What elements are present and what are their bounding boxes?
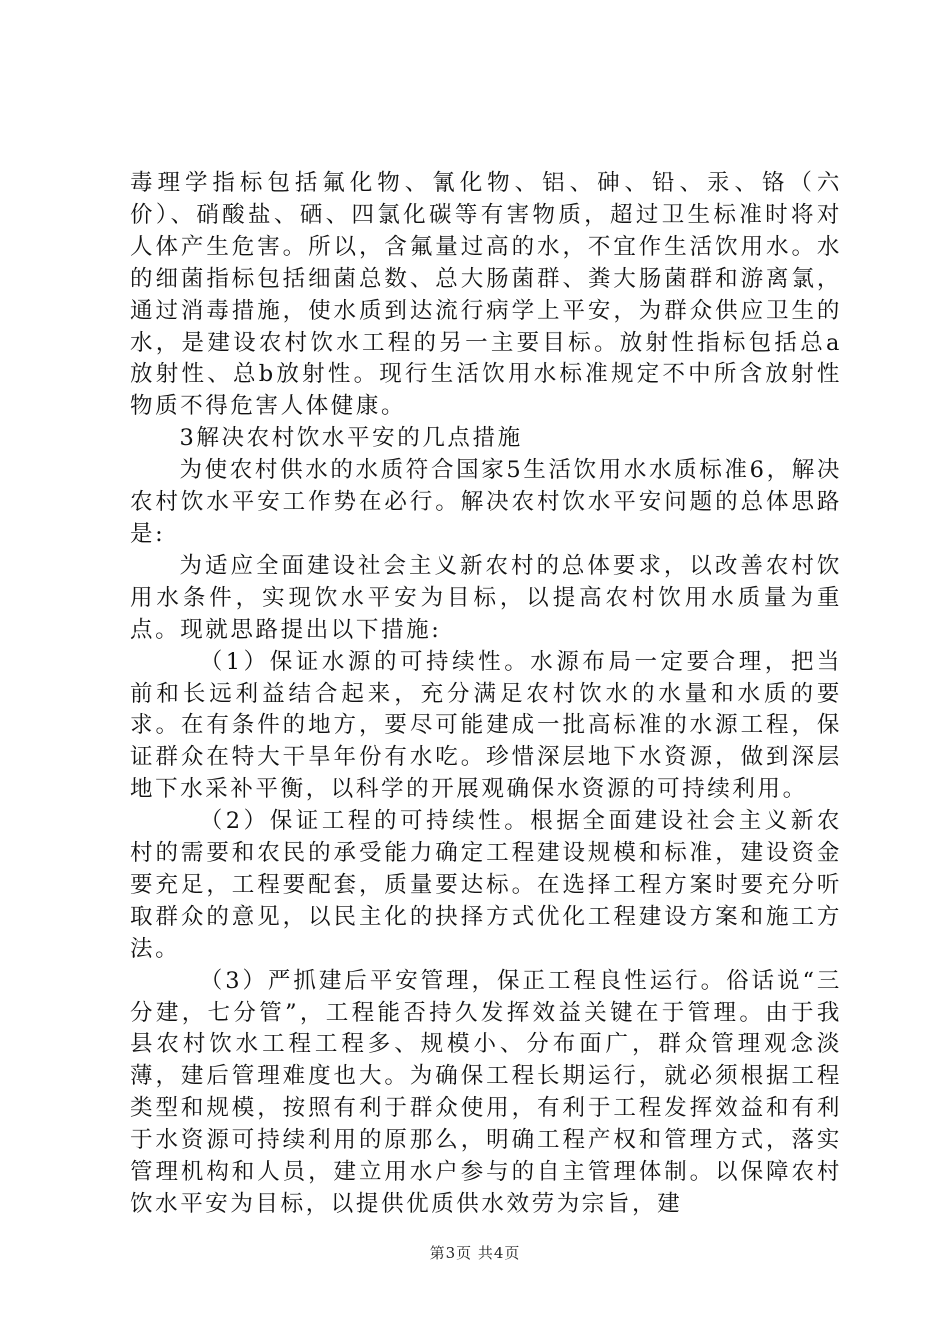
paragraph-intro: 为使农村供水的水质符合国家5生活饮用水水质标准6，解决农村饮水平安工作势在必行。解决农村饮水平安问题的总体思路是: [130, 457, 842, 547]
paragraph-measure-2: （2）保证工程的可持续性。根据全面建设社会主义新农村的需要和农民的承受能力确定工程建设规模和标准，建设资金要充足，工程要配套，质量要达标。在选择工程方案时要充分听取群众的意见，以民主化的抉择方式优化工程建设方案和施工方法。 [130, 808, 842, 962]
document-body [130, 168, 842, 1221]
paragraph-measure-3: （3）严抓建后平安管理，保正工程良性运行。俗话说“三分建，七分管”，工程能否持久发挥效益关键在于管理。由于我县农村饮水工程工程多、规模小、分布面广，群众管理观念淡薄，建后管理难度也大。为确保工程长期运行，就必须根据工程类型和规模，按照有利于群众使用，有利于工程发挥效益和有利于水资源可持续利用的原那么，明确工程产权和管理方式，落实管理机构和人员，建立用水户参与的自主管理体制。以保障农村饮水平安为目标，以提供优质供水效劳为宗旨，建 [130, 967, 842, 1217]
page-footer: 第3页 共4页 [429, 1244, 521, 1262]
paragraph-approach: 为适应全面建设社会主义新农村的总体要求，以改善农村饮用水条件，实现饮水平安为目标，以提高农村饮用水质量为重点。现就思路提出以下措施: [130, 552, 842, 643]
paragraph-toxicology: 毒理学指标包括氟化物、氰化物、铝、砷、铅、汞、铬（六价）、硝酸盐、硒、四氯化碳等有害物质，超过卫生标准时将对人体产生危害。所以，含氟量过高的水，不宜作生活饮用水。水的细菌指标包括细菌总数、总大肠菌群、粪大肠菌群和游离氯，通过消毒措施，使水质到达流行病学上平安，为群众供应卫生的水，是建设农村饮水工程的另一主要目标。放射性指标包括总a放射性、总b放射性。现行生活饮用水标准规定不中所含放射性物质不得危害人体健康。 [130, 170, 842, 420]
section-heading-3: 3解决农村饮水平安的几点措施 [179, 425, 523, 452]
paragraph-measure-1: （1）保证水源的可持续性。水源布局一定要合理，把当前和长远利益结合起来，充分满足农村饮水的水量和水质的要求。在有条件的地方，要尽可能建成一批高标准的水源工程，保证群众在特大干旱年份有水吃。珍惜深层地下水资源，做到深层地下水采补平衡，以科学的开展观确保水资源的可持续利用。 [130, 648, 842, 803]
